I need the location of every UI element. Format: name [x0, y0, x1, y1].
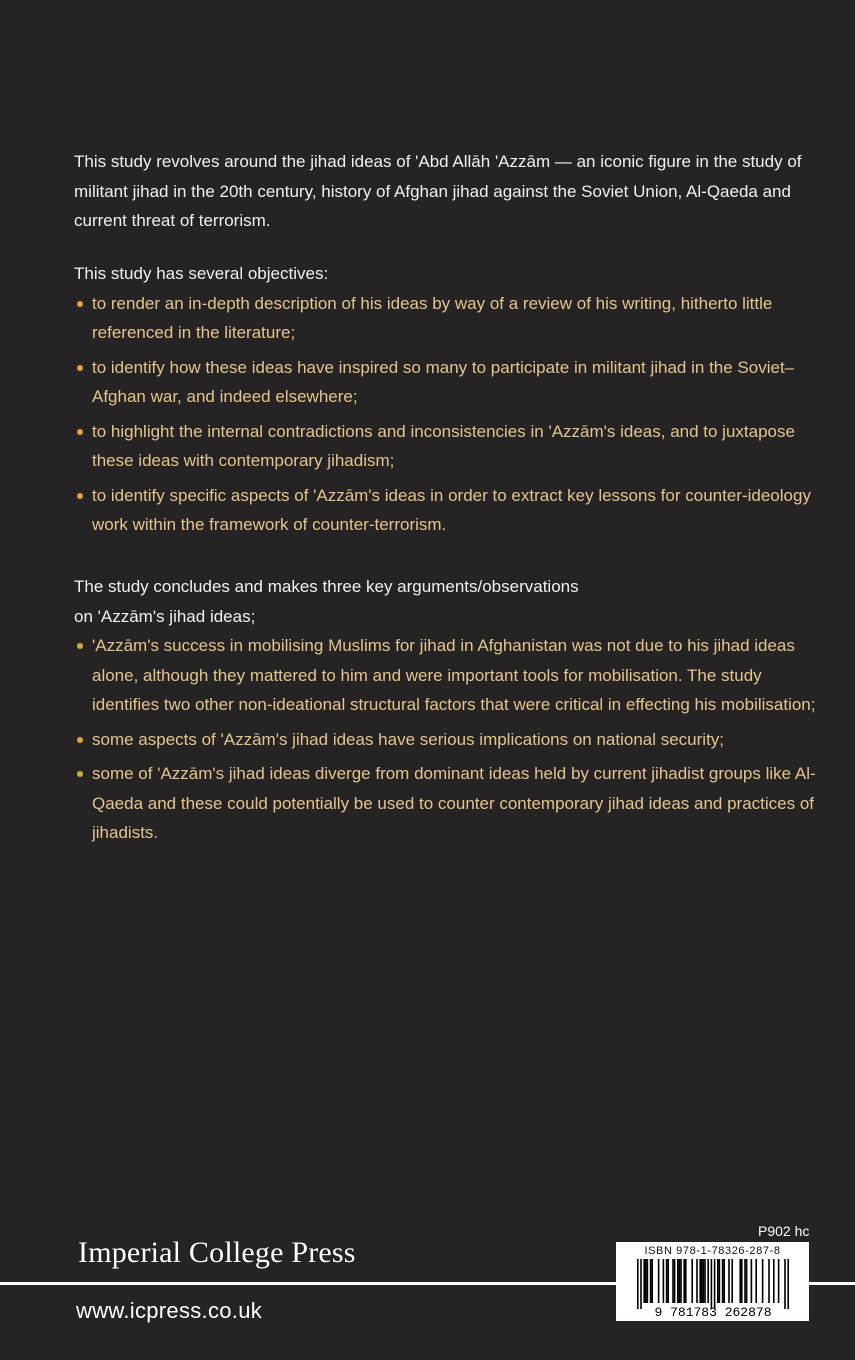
barcode-icon	[625, 1259, 801, 1319]
barcode-bar	[717, 1259, 719, 1303]
barcode-bar	[741, 1259, 743, 1303]
barcode-bar	[662, 1259, 664, 1303]
objectives-list	[74, 289, 819, 540]
objectives-section	[74, 259, 819, 545]
barcode-bar	[683, 1259, 685, 1303]
barcode-bar	[710, 1259, 712, 1309]
barcode-bar	[707, 1259, 709, 1303]
barcode-bar	[784, 1259, 786, 1309]
barcode-bar	[651, 1259, 653, 1303]
barcode-bar	[777, 1259, 779, 1303]
barcode-bar	[637, 1259, 639, 1309]
objective-item-4: to identify specific aspects of 'Azzām's ideas in order to extract key lessons for counter-ideology work within the framework of counter-terrorism.	[74, 481, 819, 540]
conclusions-lead-line-1: The study concludes and makes three key arguments/observations	[74, 577, 579, 596]
conclusion-item-1: 'Azzām's success in mobilising Muslims for jihad in Afghanistan was not due to his jihad ideas alone, although they mattered to him and were important tools for mobilisation. The study identifies two other non-ideational structural factors that were critical in effecting his mobilisation;	[74, 631, 819, 720]
conclusions-lead	[74, 572, 819, 631]
barcode-bar	[723, 1259, 725, 1303]
barcode-bar	[646, 1259, 648, 1303]
barcode-bar	[699, 1259, 701, 1303]
intro-paragraph	[74, 147, 819, 236]
barcode-bar	[721, 1259, 723, 1303]
barcode-bar	[685, 1259, 687, 1303]
conclusion-item-2: some aspects of 'Azzām's jihad ideas have serious implications on national security;	[74, 725, 819, 755]
barcode-bar	[773, 1259, 775, 1303]
isbn-label: ISBN 978-1-78326-287-8	[644, 1245, 781, 1257]
objectives-lead: This study has several objectives:	[74, 264, 329, 283]
conclusions-section	[74, 572, 819, 853]
objective-item-3: to highlight the internal contradictions and inconsistencies in 'Azzām's ideas, and to juxtapose these ideas with contemporary jihadism;	[74, 417, 819, 476]
barcode-bar	[677, 1259, 679, 1303]
barcode-bar	[640, 1259, 642, 1309]
barcode-bar	[680, 1259, 682, 1303]
barcode-bar	[750, 1259, 752, 1303]
barcode-bar	[701, 1259, 703, 1303]
barcode-bar	[745, 1259, 747, 1303]
barcode-bar	[657, 1259, 659, 1303]
barcode-bar	[761, 1259, 763, 1303]
barcode-bar	[665, 1259, 667, 1303]
conclusions-list	[74, 631, 819, 848]
barcode-bar	[787, 1259, 789, 1309]
barcode-bar	[731, 1259, 733, 1303]
product-code: P902 hc	[758, 1223, 810, 1239]
barcode-bar	[667, 1259, 669, 1303]
barcode-bar	[739, 1259, 741, 1303]
barcode-panel	[616, 1242, 809, 1321]
barcode-bar	[704, 1259, 706, 1303]
barcode-bar	[718, 1259, 720, 1303]
barcode-bar	[702, 1259, 704, 1303]
objective-item-2: to identify how these ideas have inspired so many to participate in militant jihad in the Soviet–Afghan war, and indeed elsewhere;	[74, 353, 819, 412]
barcode-bar	[691, 1259, 693, 1303]
conclusion-item-3: some of 'Azzām's jihad ideas diverge from dominant ideas held by current jihadist groups like Al-Qaeda and these could potentially be used to counter contemporary jihad ideas and practices of jihadists.	[74, 759, 819, 848]
barcode-bar	[744, 1259, 746, 1303]
barcode-bar	[678, 1259, 680, 1303]
barcode-bar	[696, 1259, 698, 1303]
conclusions-lead-line-2: on 'Azzām's jihad ideas;	[74, 606, 256, 626]
intro-text: This study revolves around the jihad ideas of 'Abd Allāh 'Azzām — an iconic figure in the study of militant jihad in the 20th century, history of Afghan jihad against the Soviet Union, Al-Qaeda and current threat of terrorism.	[74, 152, 802, 230]
barcode-bar	[649, 1259, 651, 1303]
barcode-bar	[713, 1259, 715, 1309]
publisher-name: Imperial College Press	[78, 1236, 356, 1269]
barcode-bar	[768, 1259, 770, 1303]
barcode-bar	[645, 1259, 647, 1303]
objective-item-1: to render an in-depth description of his ideas by way of a review of his writing, hitherto little referenced in the literature;	[74, 289, 819, 348]
publisher-website: www.icpress.co.uk	[76, 1298, 263, 1323]
barcode-bar	[728, 1259, 730, 1303]
barcode-bar	[755, 1259, 757, 1303]
barcode-digits: 9 781783 262878	[653, 1305, 772, 1319]
barcode-bar	[672, 1259, 674, 1303]
barcode-bar	[643, 1259, 645, 1303]
barcode-bar	[673, 1259, 675, 1303]
